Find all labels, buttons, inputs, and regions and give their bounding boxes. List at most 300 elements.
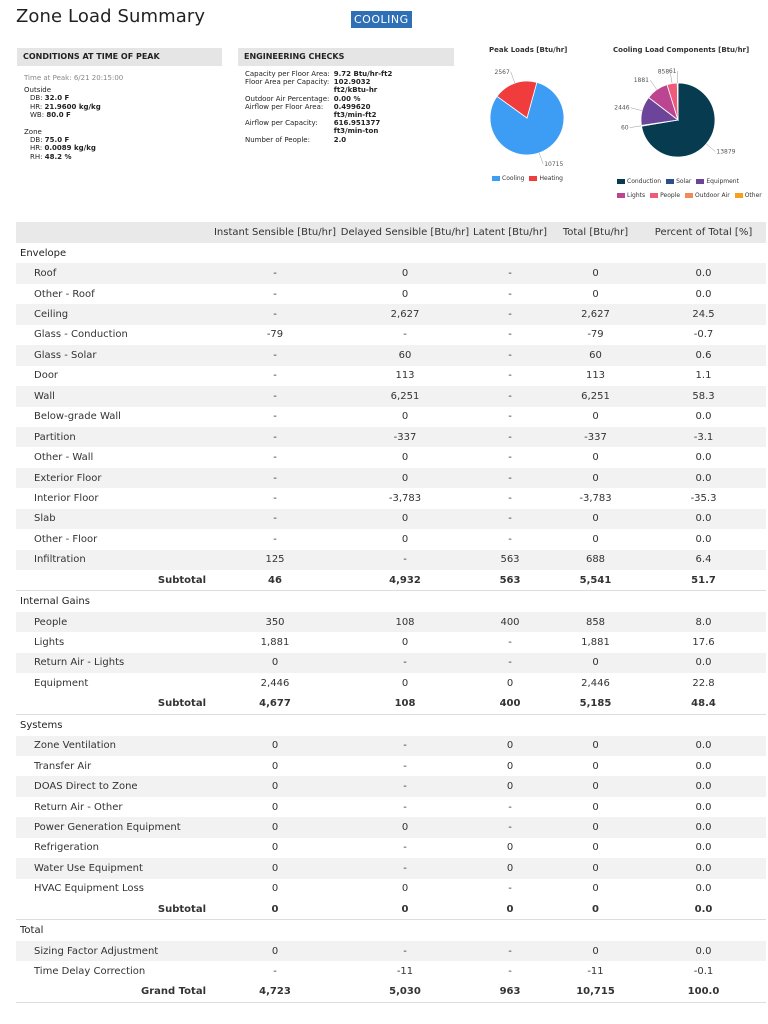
table-cell: 0: [592, 411, 599, 423]
table-cell: -: [340, 941, 470, 961]
table-cell: 1,881: [260, 637, 290, 649]
table-cell: 46: [210, 570, 340, 591]
table-cell: 0: [401, 883, 409, 895]
table-cell: -: [508, 452, 512, 464]
table-cell: 113: [395, 370, 415, 382]
table-header-row: [16, 222, 766, 243]
table-cell: 0.0: [641, 899, 766, 920]
table-cell: -: [210, 427, 340, 447]
table-cell: -: [273, 966, 277, 978]
engineering-value: ft3/min-ft2: [333, 111, 377, 120]
table-cell: 0.0: [641, 858, 766, 878]
engineering-value: 2.0: [333, 135, 347, 144]
table-cell: -: [340, 776, 470, 796]
table-cell: 2,627: [550, 304, 641, 324]
row-label: Grand Total: [16, 982, 210, 1003]
table-cell: 6,251: [340, 386, 470, 406]
engineering-row: [245, 127, 392, 135]
table-cell: 0: [271, 883, 279, 895]
table-cell: 2,627: [340, 304, 470, 324]
zone-db: DB: 75.0 F: [30, 136, 70, 145]
table-cell: 0: [506, 760, 514, 772]
section-title: Total: [16, 920, 766, 941]
row-label: Lights: [34, 637, 65, 649]
row-label: Other - Wall: [34, 452, 94, 464]
table-cell: -: [508, 966, 512, 978]
table-cell: 0: [550, 736, 641, 756]
table-cell: 24.5: [641, 304, 766, 324]
row-label: Return Air - Lights: [16, 653, 210, 673]
table-cell: 51.7: [641, 570, 766, 591]
table-row: [16, 653, 766, 673]
table-cell: 963: [470, 982, 550, 1003]
table-cell: 1,881: [581, 637, 610, 649]
outside-wb: WB: 80.0 F: [30, 110, 71, 119]
section-title: Envelope: [16, 243, 766, 263]
table-cell: -: [273, 288, 277, 300]
table-row: [16, 776, 766, 796]
row-label: Roof: [16, 263, 210, 283]
legend-item: [666, 175, 691, 189]
legend-item: [492, 175, 524, 182]
column-header: Delayed Sensible [Btu/hr]: [340, 222, 470, 243]
peak-time-value: 6/21 20:15:00: [73, 74, 124, 82]
table-cell: 8.0: [641, 612, 766, 632]
column-header: [16, 222, 210, 243]
table-cell: 0.0: [695, 533, 712, 545]
row-label: HVAC Equipment Loss: [34, 883, 144, 895]
engineering-value: ft2/kBtu-hr: [333, 86, 378, 95]
legend-item: [617, 189, 645, 203]
table-cell: -337: [550, 427, 641, 447]
peak-loads-title: Peak Loads [Btu/hr]: [489, 46, 568, 54]
legend-label: Solar: [676, 178, 692, 185]
table-row: [16, 550, 766, 570]
table-cell: -: [210, 509, 340, 529]
table-row: [16, 529, 766, 549]
table-cell: 1.1: [695, 370, 712, 382]
legend-label: Equipment: [706, 178, 739, 185]
table-cell: -337: [340, 427, 470, 447]
subtotal-row: [16, 570, 766, 591]
row-label: Wall: [16, 386, 210, 406]
peak-time-label: Time at Peak:: [24, 74, 72, 82]
legend-label: Heating: [539, 175, 563, 182]
legend-label: Lights: [627, 192, 646, 199]
table-cell: -: [210, 468, 340, 488]
table-cell: -: [273, 452, 277, 464]
table-cell: -: [340, 736, 470, 756]
table-cell: 0: [592, 288, 599, 300]
table-cell: 0: [210, 776, 340, 796]
legend-item: [735, 189, 762, 203]
engineering-row: [245, 111, 392, 119]
table-cell: 0: [210, 817, 340, 837]
table-cell: 0: [210, 941, 340, 961]
mode-badge: COOLING: [351, 11, 412, 28]
table-cell: -: [403, 329, 407, 341]
table-row: [16, 468, 766, 488]
table-cell: 0.0: [641, 263, 766, 283]
legend-label: Conduction: [627, 178, 662, 185]
conditions-heading: CONDITIONS AT TIME OF PEAK: [17, 48, 222, 66]
table-cell: 0: [401, 288, 409, 300]
pie-leader-line: [706, 144, 715, 152]
table-row: [16, 447, 766, 467]
row-label: Below-grade Wall: [34, 411, 121, 423]
load-summary-table: [16, 222, 766, 1003]
table-cell: -: [340, 653, 470, 673]
table-cell: 0: [592, 760, 599, 772]
row-label: Zone Ventilation: [16, 736, 210, 756]
table-cell: 113: [585, 370, 606, 382]
legend-swatch: [685, 193, 693, 198]
table-row: [16, 366, 766, 386]
legend-swatch: [529, 176, 537, 181]
table-cell: 0: [340, 817, 470, 837]
engineering-value: ft3/min-ton: [333, 127, 379, 136]
table-cell: 0: [470, 858, 550, 878]
section-header-row: [16, 591, 766, 612]
pie-leader-line: [539, 153, 543, 164]
table-cell: -: [210, 345, 340, 365]
table-row: [16, 407, 766, 427]
table-cell: 0.6: [641, 345, 766, 365]
table-cell: 0: [506, 677, 514, 689]
table-cell: 60: [550, 345, 641, 365]
legend-item: [696, 175, 739, 189]
zone-label: Zone: [24, 128, 42, 137]
table-cell: 0.0: [695, 801, 712, 813]
table-cell: 4,723: [210, 982, 340, 1003]
table-row: [16, 797, 766, 817]
table-row: [16, 345, 766, 365]
table-cell: 0.0: [695, 452, 712, 464]
engineering-row: [245, 119, 392, 127]
table-row: [16, 284, 766, 304]
engineering-key: [245, 127, 334, 135]
table-cell: -: [210, 263, 340, 283]
table-cell: -: [470, 509, 550, 529]
subtotal-row: [16, 899, 766, 920]
row-label: Water Use Equipment: [16, 858, 210, 878]
table-cell: 858: [550, 612, 641, 632]
table-cell: -: [508, 533, 512, 545]
engineering-key: Outdoor Air Percentage:: [245, 94, 330, 103]
zone-hr: HR: 0.0089 kg/kg: [30, 144, 96, 153]
table-cell: -: [470, 941, 550, 961]
table-cell: 0: [340, 263, 470, 283]
table-row: [16, 325, 766, 345]
table-cell: 2,446: [581, 677, 610, 689]
table-row: [16, 858, 766, 878]
table-cell: 10,715: [550, 982, 641, 1003]
table-cell: -: [340, 550, 470, 570]
legend-swatch: [617, 179, 625, 184]
table-cell: -11: [396, 966, 414, 978]
table-row: [16, 756, 766, 776]
legend-item: [685, 189, 730, 203]
table-cell: 350: [210, 612, 340, 632]
table-cell: 0: [592, 801, 599, 813]
table-cell: 0: [470, 899, 550, 920]
row-label: Transfer Air: [34, 760, 92, 772]
pie-data-label: 858: [657, 68, 670, 76]
table-row: [16, 961, 766, 981]
table-cell: -: [508, 411, 512, 423]
table-cell: 0: [550, 858, 641, 878]
engineering-key: Capacity per Floor Area:: [245, 70, 330, 78]
engineering-row: [245, 136, 392, 144]
table-cell: 0.0: [641, 736, 766, 756]
table-cell: 4,677: [210, 694, 340, 715]
table-cell: -: [210, 304, 340, 324]
table-cell: -: [403, 842, 407, 854]
table-cell: 100.0: [641, 982, 766, 1003]
table-cell: 0: [401, 637, 409, 649]
page-title: Zone Load Summary: [16, 6, 206, 27]
table-cell: 6,251: [550, 386, 641, 406]
pie-data-label: 60: [620, 124, 629, 132]
pie-data-label: 61: [668, 68, 677, 76]
table-cell: 60: [340, 345, 470, 365]
table-cell: -3,783: [579, 492, 612, 504]
row-label: Return Air - Other: [34, 801, 123, 813]
table-row: [16, 263, 766, 283]
table-cell: -: [470, 304, 550, 324]
table-cell: 0: [550, 509, 641, 529]
zone-rh: RH: 48.2 %: [30, 152, 72, 161]
table-cell: -: [273, 533, 277, 545]
table-cell: 0.0: [695, 288, 712, 300]
table-cell: 0: [210, 858, 340, 878]
engineering-key: Floor Area per Capacity:: [245, 78, 330, 87]
table-cell: -: [273, 492, 277, 504]
table-cell: 400: [470, 612, 550, 632]
table-cell: 0: [271, 801, 279, 813]
table-cell: 0.0: [695, 411, 712, 423]
row-label: DOAS Direct to Zone: [16, 776, 210, 796]
engineering-key: Airflow per Capacity:: [245, 119, 318, 128]
table-row: [16, 736, 766, 756]
legend-swatch: [617, 193, 625, 198]
pie-leader-line: [511, 72, 515, 83]
row-label: Interior Floor: [34, 492, 99, 504]
table-cell: -: [273, 411, 277, 423]
table-cell: 0: [210, 899, 340, 920]
table-cell: 0: [592, 452, 599, 464]
pie-data-label: 13879: [716, 148, 736, 156]
engineering-row: [245, 103, 392, 111]
table-row: [16, 673, 766, 693]
row-label: Infiltration: [16, 550, 210, 570]
table-cell: -: [340, 858, 470, 878]
table-row: [16, 386, 766, 406]
table-cell: 22.8: [692, 677, 715, 689]
row-label: Power Generation Equipment: [16, 817, 210, 837]
table-row: [16, 304, 766, 324]
legend-swatch: [735, 193, 743, 198]
table-cell: 0: [592, 883, 599, 895]
table-cell: 0.0: [641, 653, 766, 673]
column-header: Percent of Total [%]: [641, 222, 766, 243]
row-label: Sizing Factor Adjustment: [16, 941, 210, 961]
engineering-value: 616.951377: [333, 119, 381, 128]
pie-leader-line: [650, 80, 657, 90]
engineering-key: Number of People:: [245, 135, 310, 144]
column-header: Total [Btu/hr]: [550, 222, 641, 243]
engineering-heading: ENGINEERING CHECKS: [238, 48, 454, 66]
table-cell: -: [470, 263, 550, 283]
table-cell: 0: [401, 677, 409, 689]
table-cell: 0.0: [641, 509, 766, 529]
table-cell: 0.0: [641, 941, 766, 961]
table-cell: 0: [210, 653, 340, 673]
table-row: [16, 879, 766, 899]
table-cell: 48.4: [641, 694, 766, 715]
table-cell: 0: [401, 452, 409, 464]
column-header: Instant Sensible [Btu/hr]: [210, 222, 340, 243]
table-cell: 688: [550, 550, 641, 570]
legend-swatch: [696, 179, 704, 184]
table-cell: 0: [340, 468, 470, 488]
row-label: Subtotal: [16, 570, 210, 591]
table-row: [16, 941, 766, 961]
engineering-table: [245, 70, 392, 144]
table-cell: 0: [470, 736, 550, 756]
section-header-row: [16, 920, 766, 941]
table-cell: 0: [271, 760, 279, 772]
engineering-row: [245, 70, 392, 78]
legend-label: Cooling: [502, 175, 525, 182]
table-cell: -0.7: [693, 329, 714, 341]
table-cell: 0: [550, 468, 641, 488]
table-cell: -11: [587, 966, 604, 978]
conditions-panel: [24, 74, 123, 161]
table-cell: 6.4: [641, 550, 766, 570]
legend-label: People: [660, 192, 681, 199]
table-cell: -3.1: [641, 427, 766, 447]
table-cell: 0: [506, 842, 514, 854]
table-cell: 0.0: [641, 776, 766, 796]
table-cell: 0: [401, 411, 409, 423]
pie-data-label: 1881: [633, 76, 649, 84]
row-label: Other - Roof: [34, 288, 95, 300]
peak-time: [24, 74, 123, 82]
table-cell: -: [508, 329, 512, 341]
table-cell: -: [273, 370, 277, 382]
table-cell: -: [508, 637, 512, 649]
legend-label: Outdoor Air: [695, 192, 730, 199]
table-cell: 0: [550, 776, 641, 796]
table-cell: 0: [470, 776, 550, 796]
table-cell: -: [508, 883, 512, 895]
peak-loads-pie: [462, 60, 592, 170]
table-cell: -: [470, 386, 550, 406]
section-title: Systems: [16, 715, 766, 736]
legend-swatch: [492, 176, 500, 181]
column-header: Latent [Btu/hr]: [470, 222, 550, 243]
table-row: [16, 632, 766, 652]
pie-data-label: 10715: [544, 161, 564, 169]
table-cell: -: [470, 653, 550, 673]
table-row: [16, 509, 766, 529]
row-label: Other - Floor: [34, 533, 98, 545]
table-cell: 58.3: [641, 386, 766, 406]
table-cell: 0: [271, 842, 279, 854]
table-cell: 108: [340, 612, 470, 632]
table-cell: 0.0: [695, 883, 712, 895]
pie-leader-line: [630, 126, 642, 128]
pie-data-label: 2567: [494, 68, 510, 76]
pie-leader-line: [631, 108, 643, 111]
table-cell: 0.0: [695, 760, 712, 772]
legend-label: Other: [744, 192, 762, 199]
table-cell: 0.0: [641, 817, 766, 837]
table-cell: 0: [550, 941, 641, 961]
row-label: Ceiling: [16, 304, 210, 324]
outside-hr: HR: 21.9600 kg/kg: [30, 102, 101, 111]
cooling-components-legend: [617, 175, 767, 203]
table-cell: 0.0: [695, 842, 712, 854]
legend-swatch: [650, 193, 658, 198]
peak-loads-legend: [492, 175, 602, 182]
row-label: Refrigeration: [34, 842, 99, 854]
row-label: Equipment: [34, 677, 89, 689]
table-cell: 17.6: [692, 637, 715, 649]
table-cell: -: [508, 370, 512, 382]
engineering-value: 9.72 Btu/hr-ft2: [333, 70, 393, 78]
table-row: [16, 838, 766, 858]
row-label: People: [16, 612, 210, 632]
row-label: Exterior Floor: [16, 468, 210, 488]
table-cell: -: [508, 492, 512, 504]
legend-item: [617, 175, 661, 189]
cooling-components-title: Cooling Load Components [Btu/hr]: [613, 46, 750, 54]
table-cell: -: [470, 468, 550, 488]
table-cell: 125: [210, 550, 340, 570]
table-cell: -: [508, 288, 512, 300]
table-cell: 0: [592, 842, 599, 854]
table-cell: -: [470, 817, 550, 837]
table-cell: 0: [550, 263, 641, 283]
table-cell: -79: [587, 329, 604, 341]
subtotal-row: [16, 982, 766, 1003]
table-cell: 0: [210, 736, 340, 756]
table-cell: -35.3: [690, 492, 717, 504]
table-cell: 563: [470, 550, 550, 570]
engineering-row: [245, 86, 392, 94]
table-cell: 0.0: [641, 468, 766, 488]
legend-swatch: [666, 179, 674, 184]
table-cell: -79: [266, 329, 284, 341]
subtotal-row: [16, 694, 766, 715]
table-cell: -3,783: [388, 492, 422, 504]
table-cell: 0: [550, 653, 641, 673]
table-row: [16, 612, 766, 632]
table-cell: 0: [550, 817, 641, 837]
table-row: [16, 817, 766, 837]
row-label: Glass - Solar: [16, 345, 210, 365]
pie-data-label: 2446: [614, 104, 630, 112]
table-cell: 0: [340, 509, 470, 529]
table-cell: 0: [592, 533, 599, 545]
table-cell: 4,932: [340, 570, 470, 591]
table-row: [16, 488, 766, 508]
engineering-row: [245, 78, 392, 86]
table-cell: 108: [340, 694, 470, 715]
table-cell: -: [470, 345, 550, 365]
